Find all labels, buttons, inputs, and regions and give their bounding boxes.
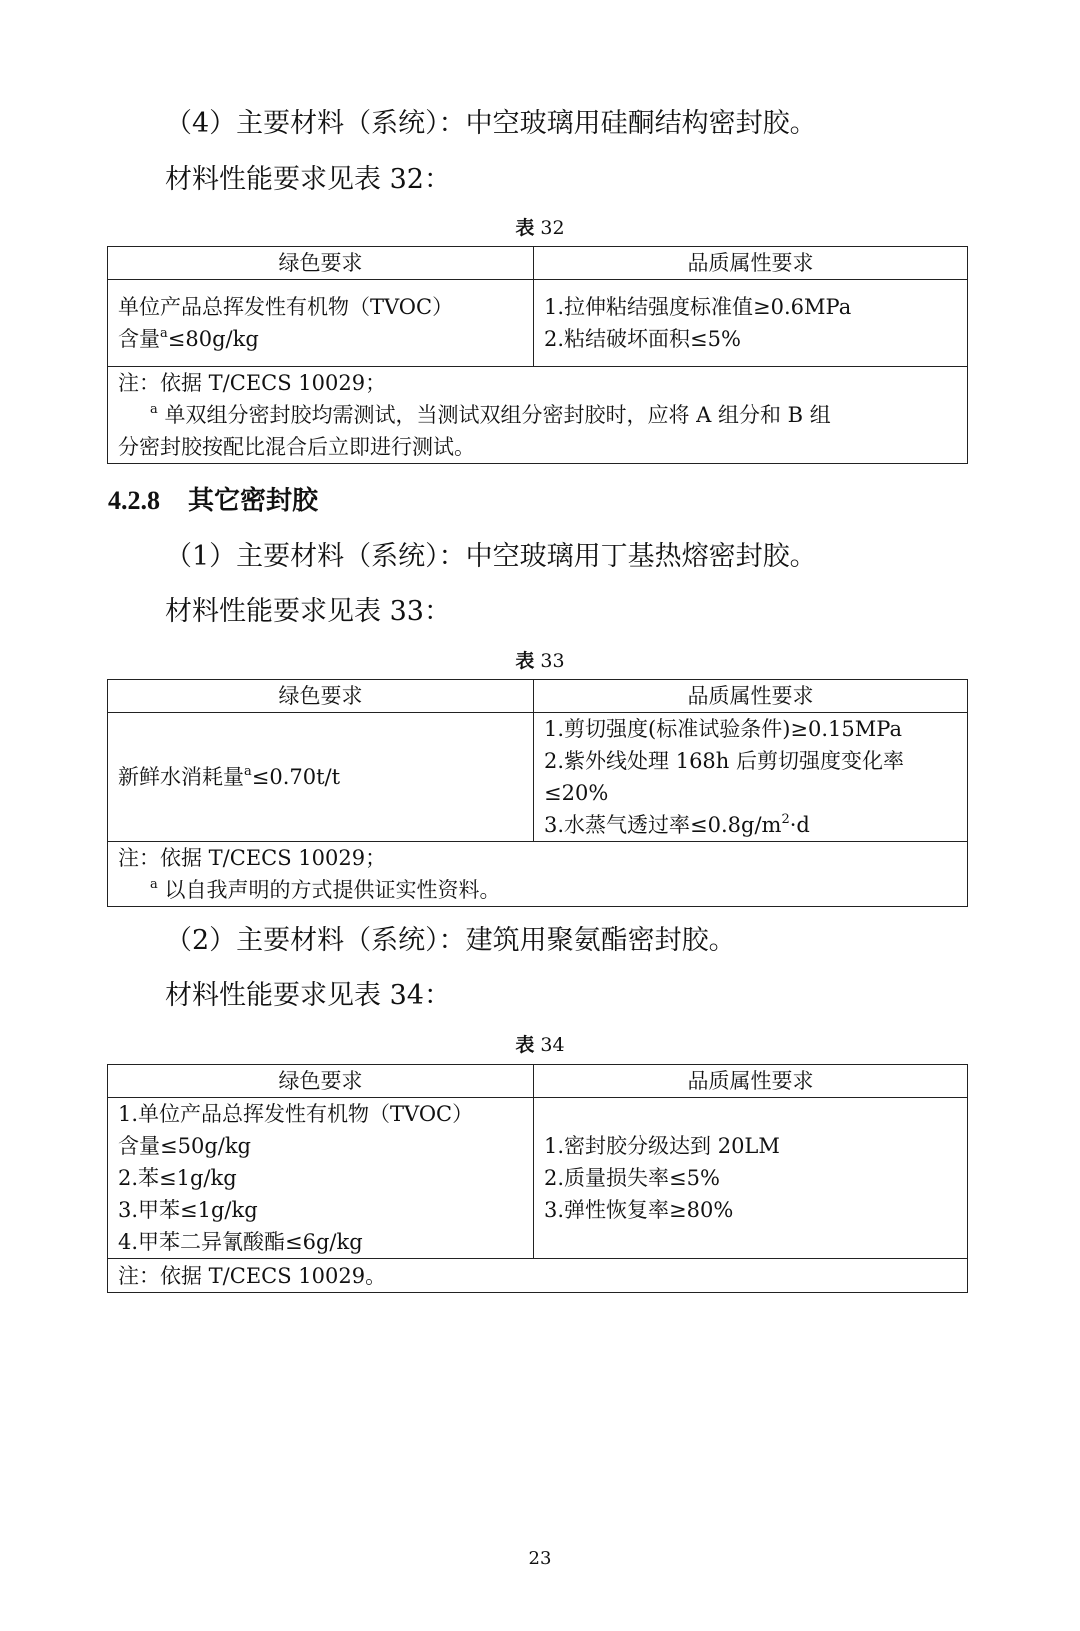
table-note-row: [108, 367, 968, 464]
note-line-2-text: 以自我声明的方式提供证实性资料。: [164, 878, 501, 902]
quality-line-2: 2.粘结破坏面积≤5%: [544, 327, 741, 351]
quality-line-1: 1.剪切强度(标准试验条件)≥0.15MPa: [544, 717, 902, 741]
green-line-1: 1.单位产品总挥发性有机物（TVOC）: [118, 1102, 474, 1126]
quality-line-2: 2.质量损失率≤5%: [544, 1166, 720, 1190]
section-title: 其它密封胶: [188, 486, 319, 516]
header-quality-requirements: 品质属性要求: [534, 680, 968, 713]
green-line: [118, 761, 523, 793]
note-line-2-text: 单双组分密封胶均需测试，当测试双组分密封胶时，应将 A 组分和 B 组: [164, 403, 831, 427]
table32-reference-line: 材料性能要求见表 32：: [165, 164, 451, 195]
green-requirement-cell: [108, 280, 534, 367]
item-4-line: （4）主要材料（系统）：中空玻璃用硅酮结构密封胶。: [165, 108, 817, 139]
header-quality-requirements: 品质属性要求: [534, 1065, 968, 1098]
header-green-requirements: 绿色要求: [108, 247, 534, 280]
section-heading: [108, 484, 318, 518]
item-2-line: （2）主要材料（系统）：建筑用聚氨酯密封胶。: [165, 925, 736, 956]
note-line-1: 注：依据 T/CECS 10029；: [118, 371, 387, 395]
quality-line-1: 1.拉伸粘结强度标准值≥0.6MPa: [544, 295, 852, 319]
table-header-row: [108, 1065, 968, 1098]
green-value: ≤0.70t/t: [251, 765, 341, 789]
quality-line-4-unit: ·d: [789, 813, 810, 837]
quality-line-1: 1.密封胶分级达到 20LM: [544, 1134, 780, 1158]
table-34: [107, 1064, 968, 1293]
note-line-1: 注：依据 T/CECS 10029；: [118, 846, 387, 870]
quality-line-3: ≤20%: [544, 781, 609, 805]
note-line-3: 分密封胶按配比混合后立即进行测试。: [118, 435, 475, 459]
quality-requirement-cell: [534, 713, 968, 842]
header-quality-requirements: 品质属性要求: [534, 247, 968, 280]
table32-caption: [0, 216, 1080, 240]
footnote-mark: a: [160, 326, 168, 341]
caption-prefix: 表: [515, 217, 535, 239]
table-note-cell: [108, 367, 968, 464]
section-number: 4.2.8: [108, 486, 160, 515]
caption-number: 33: [540, 650, 565, 672]
header-green-requirements: 绿色要求: [108, 680, 534, 713]
green-text: 新鲜水消耗量: [118, 765, 244, 789]
green-line-2: [118, 323, 523, 355]
table-note-row: [108, 1259, 968, 1293]
note-line-1: 注：依据 T/CECS 10029。: [118, 1263, 387, 1288]
green-line-2-text: 含量: [118, 327, 160, 351]
green-requirement-cell: [108, 1098, 534, 1259]
table-note-cell: [108, 1259, 968, 1293]
table-header-row: [108, 247, 968, 280]
caption-prefix: 表: [515, 1034, 535, 1056]
table-note-cell: [108, 842, 968, 907]
table-33: [107, 679, 968, 907]
quality-requirement-cell: [534, 1098, 968, 1259]
note-line-2: [118, 399, 957, 431]
quality-line-2: 2.紫外线处理 168h 后剪切强度变化率: [544, 749, 904, 773]
caption-number: 32: [540, 217, 565, 239]
table-row: [108, 713, 968, 842]
quality-requirement-cell: [534, 280, 968, 367]
table-row: [108, 1098, 968, 1259]
table-header-row: [108, 680, 968, 713]
green-line-4: 3.甲苯≤1g/kg: [118, 1198, 258, 1222]
footnote-mark: a: [244, 764, 252, 779]
table-note-row: [108, 842, 968, 907]
green-line-5: 4.甲苯二异氰酸酯≤6g/kg: [118, 1230, 363, 1254]
caption-number: 34: [540, 1034, 565, 1056]
green-line-2: 含量≤50g/kg: [118, 1134, 252, 1158]
quality-line-3: 3.弹性恢复率≥80%: [544, 1198, 734, 1222]
note-line-2: [118, 874, 957, 906]
green-line-3: 2.苯≤1g/kg: [118, 1166, 237, 1190]
table-32: [107, 246, 968, 464]
table34-caption: [0, 1033, 1080, 1057]
footnote-mark: a: [150, 877, 158, 892]
page-number: 23: [528, 1548, 552, 1569]
green-line-2-value: ≤80g/kg: [167, 327, 259, 351]
green-line-1: 单位产品总挥发性有机物（TVOC）: [118, 295, 454, 319]
quality-line-4: [544, 809, 957, 841]
green-requirement-cell: [108, 713, 534, 842]
footnote-mark: a: [150, 402, 158, 417]
superscript-2: 2: [781, 812, 790, 827]
header-green-requirements: 绿色要求: [108, 1065, 534, 1098]
table33-caption: [0, 649, 1080, 673]
table33-reference-line: 材料性能要求见表 33：: [165, 596, 451, 627]
quality-line-4-text: 3.水蒸气透过率≤0.8g/m: [544, 813, 782, 837]
table34-reference-line: 材料性能要求见表 34：: [165, 980, 451, 1011]
caption-prefix: 表: [515, 650, 535, 672]
item-1-line: （1）主要材料（系统）：中空玻璃用丁基热熔密封胶。: [165, 541, 817, 572]
table-row: [108, 280, 968, 367]
